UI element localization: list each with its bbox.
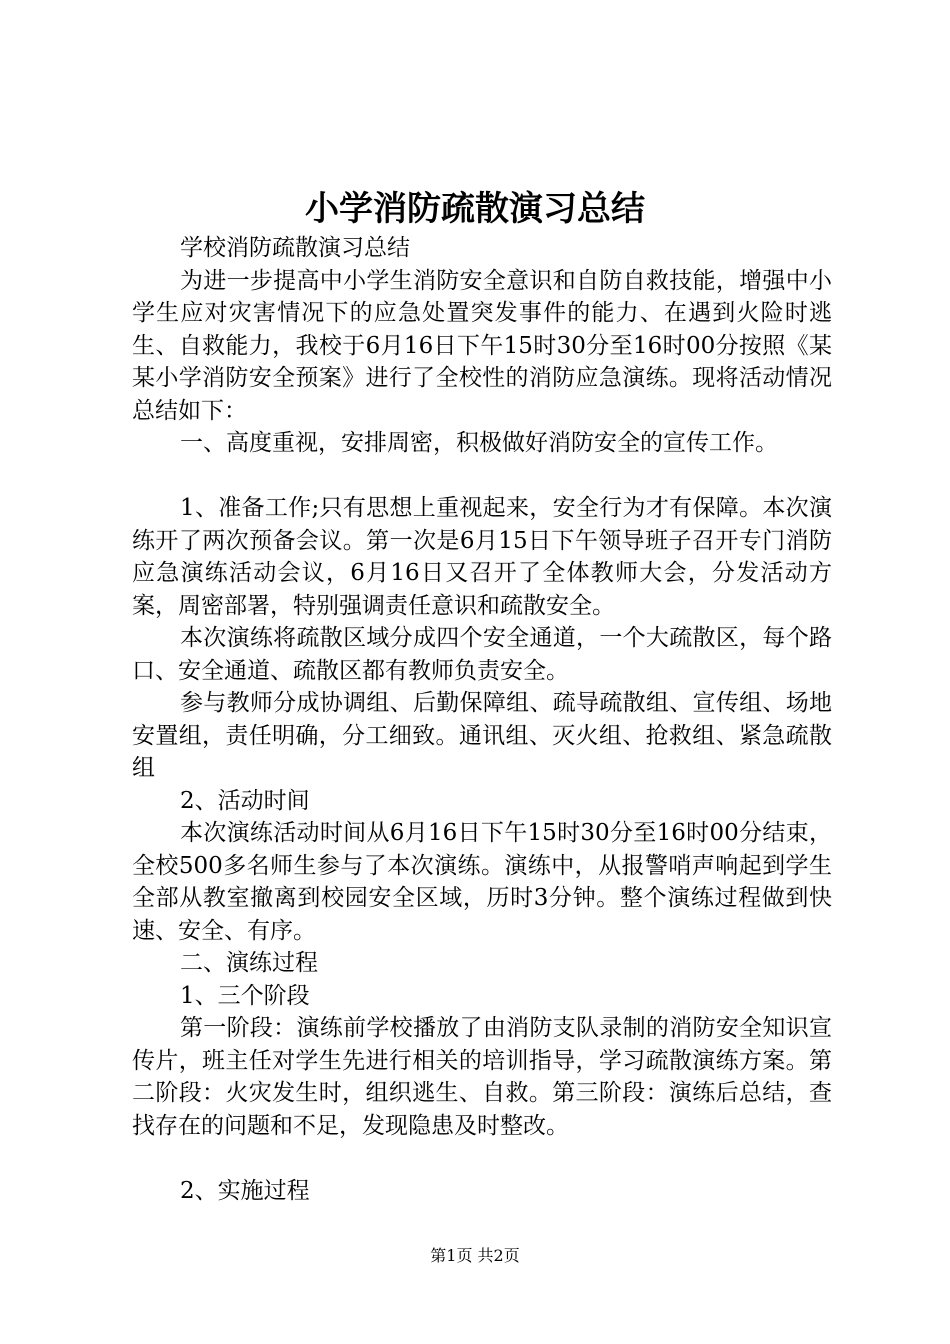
document-body <box>132 232 832 1207</box>
page-number: 第1页 共2页 <box>430 1246 520 1265</box>
paragraph-activity-time: 本次演练活动时间从6月16日下午15时30分至16时00分结束，全校500多名师生参与了本次演练。演练中，从报警哨声响起到学生全部从教室撤离到校园安全区域，历时3分钟。整个演练过程做到快速、安全、有序。 <box>132 820 832 944</box>
paragraph-subtitle: 学校消防疏散演习总结 <box>180 235 410 261</box>
heading-implementation: 2、实施过程 <box>180 1177 310 1204</box>
paragraph-evacuation-areas: 本次演练将疏散区域分成四个安全通道，一个大疏散区，每个路口、安全通道、疏散区都有教师负责安全。 <box>132 625 832 684</box>
heading-activity-time: 2、活动时间 <box>180 787 310 814</box>
heading-section-2: 二、演练过程 <box>180 950 318 976</box>
document-title: 小学消防疏散演习总结 <box>305 189 645 229</box>
blank-line <box>132 1142 832 1175</box>
heading-three-stages: 1、三个阶段 <box>180 982 310 1009</box>
paragraph-preparation: 1、准备工作;只有思想上重视起来，安全行为才有保障。本次演练开了两次预备会议。第一次是6月15日下午领导班子召开专门消防应急演练活动会议，6月16日又召开了全体教师大会，分发活动方案，周密部署，特别强调责任意识和疏散安全。 <box>132 495 832 619</box>
heading-section-1: 一、高度重视，安排周密，积极做好消防安全的宣传工作。 <box>180 430 778 456</box>
paragraph-teacher-groups: 参与教师分成协调组、后勤保障组、疏导疏散组、宣传组、场地安置组，责任明确，分工细致。通讯组、灭火组、抢救组、紧急疏散组 <box>132 690 832 781</box>
paragraph-three-stages: 第一阶段：演练前学校播放了由消防支队录制的消防安全知识宣传片，班主任对学生先进行相关的培训指导，学习疏散演练方案。第二阶段：火灾发生时，组织逃生、自救。第三阶段：演练后总结，查找存在的问题和不足，发现隐患及时整改。 <box>132 1015 832 1139</box>
paragraph-intro: 为进一步提高中小学生消防安全意识和自防自救技能，增强中小学生应对灾害情况下的应急处置突发事件的能力、在遇到火险时逃生、自救能力，我校于6月16日下午15时30分至16时00分按照《某某小学消防安全预案》进行了全校性的消防应急演练。现将活动情况总结如下： <box>132 267 832 424</box>
blank-line <box>132 460 832 493</box>
